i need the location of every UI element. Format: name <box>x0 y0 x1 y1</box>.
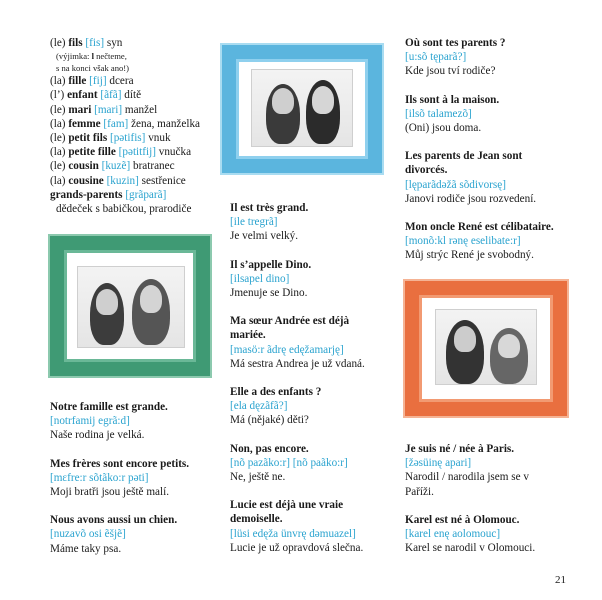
vocab-translation: dědeček s babičkou, prarodiče <box>56 203 192 216</box>
phrase: Je suis né / née à Paris. [žəsüinę apari] Narodil / narodila jsem se v Paříži. <box>405 443 529 498</box>
phrase: Nous avons aussi un chien. [nuzavõ osi ẽšjẽ] Máme taky psa. <box>50 514 178 555</box>
phrase: Lucie est déjà une vraie demoiselle. [lüsi edęža ünvrę dəmuazel] Lucie je už opravdová slečna. <box>230 499 364 554</box>
phrases-column-right <box>405 36 565 555</box>
vocab-entry: (la) femme [fam] žena, manželka <box>50 117 201 130</box>
phrase: Notre famille est grande. [notrfamij egrã:d] Naše rodina je velká. <box>50 401 168 442</box>
vocab-entry: grands-parents [grãparã] <box>50 188 167 201</box>
vocab-entry: (le) mari [mari] manžel <box>50 103 158 116</box>
vocab-entry: (la) fille [fij] dcera <box>50 75 134 88</box>
phrase: Mes frères sont encore petits. [mɛfre:r sõtãko:r pəti] Moji bratři jsou ještě malí. <box>50 457 190 499</box>
phrase: Les parents de Jean sont divorcés. [lęparãdəžã sõdivorsę] Janovi rodiče jsou rozvedení. <box>405 150 537 205</box>
vocabulary-column <box>50 36 220 555</box>
family-photo <box>435 309 537 385</box>
phrases-column-middle <box>230 201 390 555</box>
photo-frame-boys <box>405 281 567 416</box>
vocab-entry: (le) petit fils [pətifis] vnuk <box>50 132 171 145</box>
family-photo <box>77 266 185 348</box>
vocab-entry: (l’) enfant [ãfã] dítě <box>50 89 142 102</box>
vocab-entry: (la) petite fille [pətitfij] vnučka <box>50 146 192 159</box>
vocab-entry: (le) cousin [kuzẽ] bratranec <box>50 160 175 173</box>
phrase: Ils sont à la maison. [ilsõ talamezõ] (Oni) jsou doma. <box>405 93 500 135</box>
phrase: Il s’appelle Dino. [ilsapel dino] Jmenuje se Dino. <box>230 258 312 300</box>
phrase: Karel est né à Olomouc. [karel enę aolomouc] Karel se narodil v Olomouci. <box>405 513 536 555</box>
photo-frame-children <box>50 236 210 376</box>
vocab-note: (výjimka: l nečteme, s na konci však ano!) <box>56 51 130 74</box>
phrase: Où sont tes parents ? [u:sõ tęparã?] Kde jsou tví rodiče? <box>405 37 506 78</box>
photo-frame-parents <box>222 45 382 173</box>
phrase: Ma sœur Andrée est déjà mariée. [masö:r ãdrę edęžamarję] Má sestra Andrea je už vdaná. <box>230 315 365 370</box>
phrase: Il est très grand. [ile tregrã] Je velmi velký. <box>230 202 309 243</box>
vocab-entry: (la) cousine [kuzin] sestřenice <box>50 174 186 187</box>
phrase: Non, pas encore. [nõ pazãko:r] [nõ paãko:r] Ne, ještě ne. <box>230 442 348 484</box>
phrase-group <box>50 400 230 556</box>
family-photo <box>251 69 353 147</box>
vocab-entry: (le) fils [fis] syn <box>50 37 123 49</box>
phrase: Mon oncle René est célibataire. [monõ:kl rənę eselibate:r] Můj strýc René je svobodný. <box>405 221 554 262</box>
page-number: 21 <box>555 574 566 586</box>
phrase-group <box>405 442 565 555</box>
phrase: Elle a des enfants ? [ela dęzãfã?] Má (nějaké) děti? <box>230 386 322 427</box>
